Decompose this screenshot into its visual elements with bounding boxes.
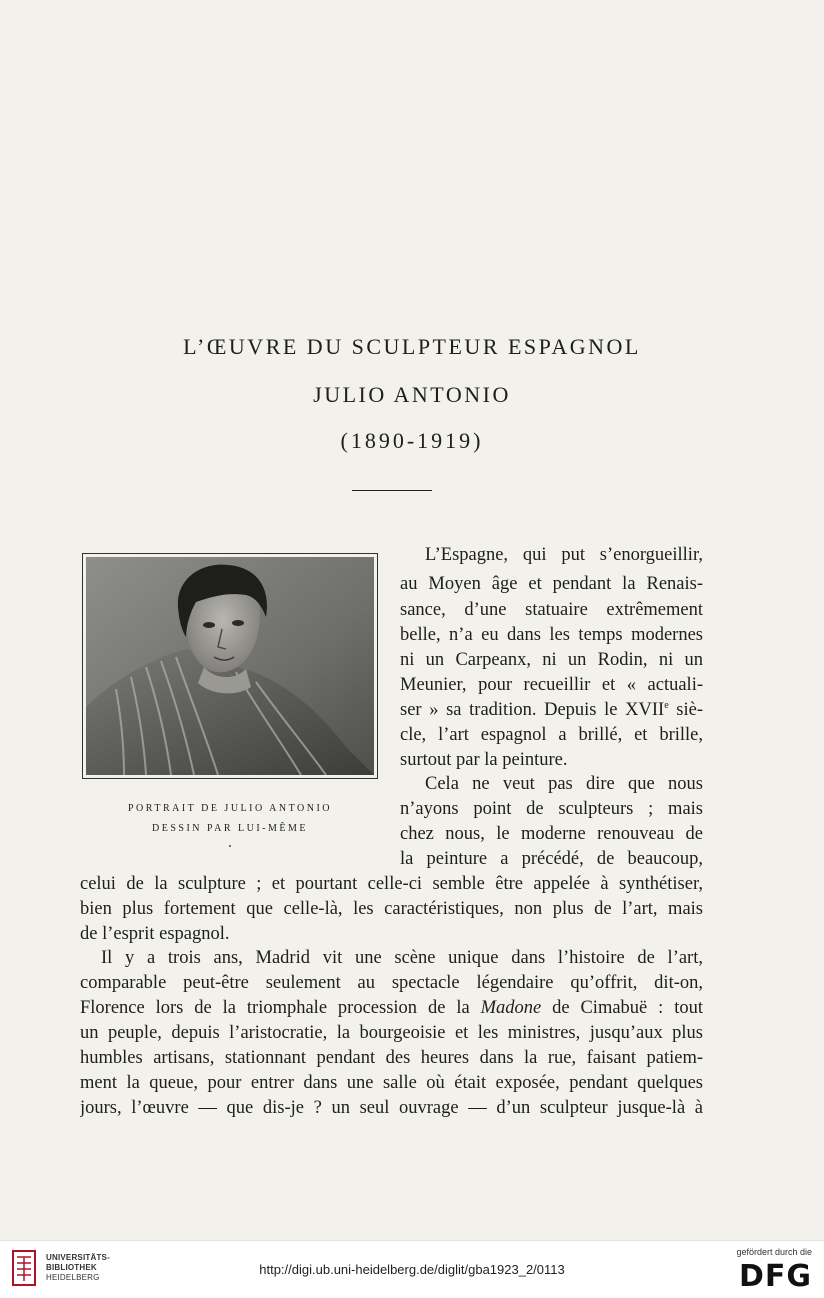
body-line: bien plus fortement que celle-là, les caractéristiques, non plus de l’art, mais bbox=[80, 899, 703, 919]
body-line: cle, l’art espagnol a brillé, et brille, bbox=[400, 725, 703, 745]
portrait-image bbox=[86, 557, 374, 775]
body-line: humbles artisans, stationnant pendant des heures dans la rue, faisant patiem- bbox=[80, 1048, 703, 1068]
italic-title: Madone bbox=[480, 998, 542, 1018]
body-text: ser » sa tradition. Depuis le XVII bbox=[400, 700, 665, 720]
body-text: siè- bbox=[668, 700, 703, 720]
body-line-with-italic bbox=[80, 996, 703, 1020]
body-line: chez nous, le moderne renouveau de bbox=[400, 824, 703, 844]
body-line: n’ayons point de sculpteurs ; mais bbox=[400, 799, 703, 819]
body-line-with-superscript bbox=[400, 698, 703, 722]
figure-caption-credit: DESSIN PAR LUI-MÊME bbox=[151, 823, 309, 834]
body-line: belle, n’a eu dans les temps modernes bbox=[400, 625, 703, 645]
body-line: celui de la sculpture ; et pourtant celle-ci semble être appelée à synthétiser, bbox=[80, 874, 703, 894]
article-dates: (1890-1919) bbox=[340, 428, 484, 453]
permalink-url[interactable]: http://digi.ub.uni-heidelberg.de/diglit/gba1923_2/0113 bbox=[259, 1262, 565, 1277]
body-line: jours, l’œuvre — que dis-je ? un seul ouvrage — d’un sculpteur jusque-là à bbox=[80, 1098, 703, 1118]
body-text: Florence lors de la triomphale procession de la bbox=[80, 998, 470, 1018]
body-line: au Moyen âge et pendant la Renais- bbox=[400, 574, 703, 594]
figure-caption-title: PORTRAIT DE JULIO ANTONIO bbox=[127, 803, 333, 814]
body-line: un peuple, depuis l’aristocratie, la bourgeoisie et les ministres, jusqu’aux plus bbox=[80, 1023, 703, 1043]
viewer-footer bbox=[0, 1240, 824, 1298]
article-subtitle: JULIO ANTONIO bbox=[313, 382, 511, 407]
body-line: Cela ne veut pas dire que nous bbox=[425, 774, 703, 794]
body-line: surtout par la peinture. bbox=[400, 750, 568, 770]
university-name: UNIVERSITÄTS- BIBLIOTHEK HEIDELBERG bbox=[46, 1253, 110, 1282]
dfg-logo: DFG bbox=[738, 1259, 812, 1294]
funding-note: gefördert durch die bbox=[736, 1247, 812, 1257]
body-line: Il y a trois ans, Madrid vit une scène unique dans l’histoire de l’art, bbox=[101, 948, 703, 968]
portrait-figure bbox=[82, 553, 378, 779]
superscript: e bbox=[664, 700, 669, 711]
body-line: ni un Carpeanx, ni un Rodin, ni un bbox=[400, 650, 703, 670]
body-text: de Cimabuë : tout bbox=[541, 998, 703, 1018]
body-line: comparable peut-être seulement au spectacle légendaire qu’offrit, dit-on, bbox=[80, 973, 703, 993]
body-line: la peinture a précédé, de beaucoup, bbox=[400, 849, 703, 869]
body-line: sance, d’une statuaire extrêmement bbox=[400, 600, 703, 620]
caption-dot bbox=[229, 845, 231, 847]
title-divider bbox=[352, 490, 432, 491]
body-line: Meunier, pour recueillir et « actuali- bbox=[400, 675, 703, 695]
body-line: L’Espagne, qui put s’enorgueillir, bbox=[425, 545, 703, 565]
portrait-drawing bbox=[86, 557, 374, 775]
article-title: L’ŒUVRE DU SCULPTEUR ESPAGNOL bbox=[183, 334, 641, 359]
body-line: ment la queue, pour entrer dans une salle où était exposée, pendant quelques bbox=[80, 1073, 703, 1093]
body-line: de l’esprit espagnol. bbox=[80, 924, 230, 944]
